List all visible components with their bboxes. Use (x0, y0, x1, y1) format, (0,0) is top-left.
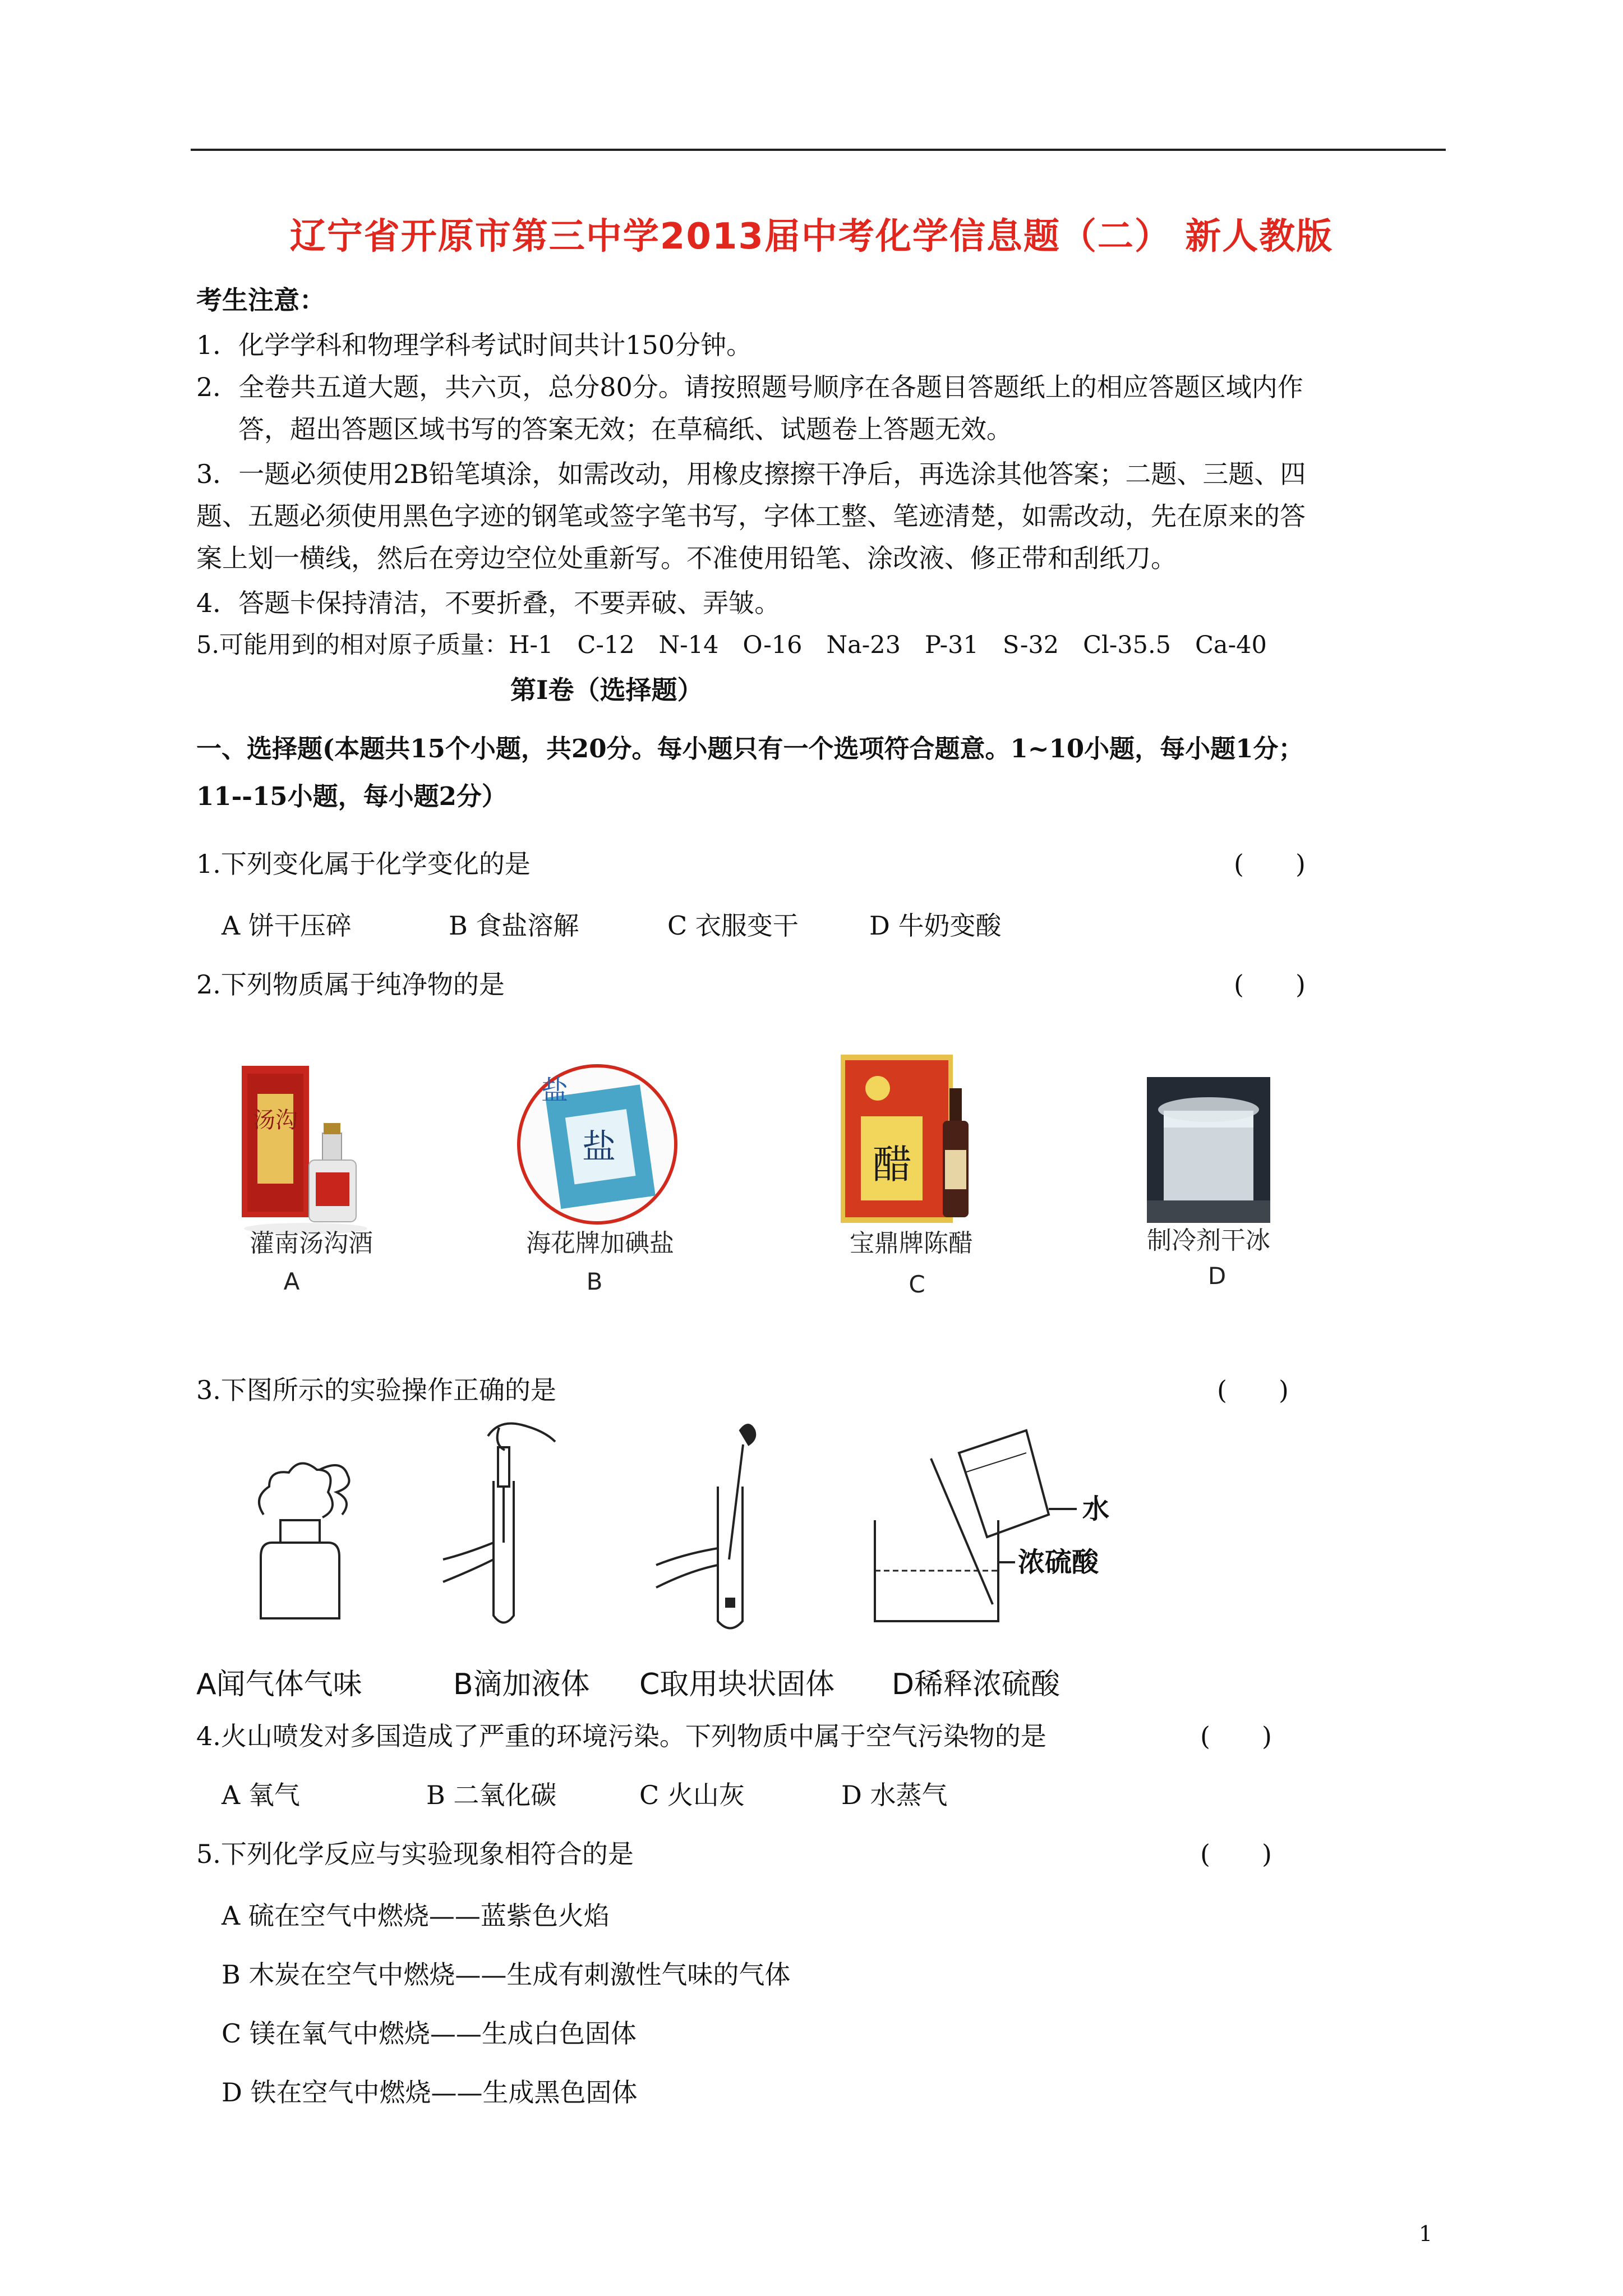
q5-option-c: C 镁在氧气中燃烧——生成白色固体 (222, 2018, 637, 2049)
notice-item: 3．一题必须使用2B铅笔填涂，如需改动，用橡皮擦擦干净后，再选涂其他答案；二题、三题、四 (196, 459, 1306, 489)
q5-option-a: A 硫在空气中燃烧——蓝紫色火焰 (222, 1901, 610, 1931)
document-title: 辽宁省开原市第三中学2013届中考化学信息题（二） 新人教版 (289, 216, 1334, 257)
fig-letter-c: C (909, 1271, 925, 1298)
exp-caption-d: D稀释浓硫酸 (892, 1668, 1061, 1701)
question-5-stem: 5.下列化学反应与实验现象相符合的是 (196, 1839, 634, 1869)
notice-item: 答，超出答题区域书写的答案无效；在草稿纸、试题卷上答题无效。 (238, 414, 1012, 444)
fig-caption-b: 海花牌加碘盐 (526, 1229, 674, 1258)
solid-reagent-diagram (645, 1414, 791, 1638)
notice-item: 4．答题卡保持清洁，不要折叠，不要弄破、弄皱。 (196, 588, 781, 618)
q1-option-b: B 食盐溶解 (449, 910, 579, 941)
vinegar-box-label: 醋 (873, 1142, 912, 1188)
exp-caption-a: A闻气体气味 (196, 1668, 362, 1701)
answer-blank-3[interactable]: ( ) (1217, 1375, 1289, 1405)
atomic-mass-line: 5.可能用到的相对原子质量：H-1 C-12 N-14 O-16 Na-23 P-31 S-32 Cl-35.5 Ca-40 (196, 631, 1267, 659)
salt-bag-label: 盐 (582, 1128, 616, 1167)
fig-caption-d: 制冷剂干冰 (1147, 1226, 1270, 1255)
salt-logo-label: 盐 (541, 1075, 569, 1106)
notice-heading: 考生注意： (196, 285, 325, 315)
notice-item: 题、五题必须使用黑色字迹的钢笔或签字笔书写，字体工整、笔迹清楚，如需改动，先在原来的答 (196, 501, 1306, 531)
liquor-box-label: 汤沟 (253, 1107, 298, 1133)
q5-option-b: B 木炭在空气中燃烧——生成有刺激性气味的气体 (222, 1959, 791, 1990)
notice-item: 1．化学学科和物理学科考试时间共计150分钟。 (196, 330, 753, 360)
q5-option-d: D 铁在空气中燃烧——生成黑色固体 (222, 2077, 638, 2108)
fig-caption-a: 灌南汤沟酒 (250, 1229, 373, 1258)
q4-option-b: B 二氧化碳 (426, 1780, 557, 1810)
dropper-diagram (432, 1414, 578, 1638)
part-one-instructions: 一、选择题(本题共15个小题，共20分。每小题只有一个选项符合题意。1~10小题，每小题1分； (196, 734, 1304, 763)
q1-option-a: A 饼干压碎 (222, 910, 352, 941)
section-title: 第Ⅰ卷（选择题） (510, 675, 703, 705)
q4-option-c: C 火山灰 (639, 1780, 745, 1810)
dry-ice-image (1147, 1077, 1270, 1223)
question-1-stem: 1.下列变化属于化学变化的是 (196, 849, 531, 879)
answer-blank-5[interactable]: ( ) (1200, 1839, 1272, 1869)
q4-option-d: D 水蒸气 (841, 1780, 948, 1810)
fig-letter-b: B (586, 1268, 603, 1295)
q1-option-d: D 牛奶变酸 (869, 910, 1002, 941)
answer-blank-4[interactable]: ( ) (1200, 1721, 1272, 1751)
iodized-salt-image (508, 1060, 687, 1228)
notice-item: 2．全卷共五道大题，共六页，总分80分。请按照题号顺序在各题目答题纸上的相应答题区域内作 (196, 372, 1303, 402)
q4-option-a: A 氧气 (222, 1780, 300, 1810)
notice-item: 案上划一横线，然后在旁边空位处重新写。不准使用铅笔、涂改液、修正带和刮纸刀。 (196, 543, 1177, 573)
question-3-stem: 3.下图所示的实验操作正确的是 (196, 1375, 556, 1405)
page-number: 1 (1419, 2221, 1433, 2246)
acid-label: 浓硫酸 (1018, 1547, 1099, 1578)
fig-caption-c: 宝鼎牌陈醋 (850, 1229, 973, 1258)
question-4-stem: 4.火山喷发对多国造成了严重的环境污染。下列物质中属于空气污染物的是 (196, 1721, 1046, 1751)
exp-caption-c: C取用块状固体 (639, 1668, 835, 1701)
water-label: 水 (1082, 1493, 1110, 1525)
answer-blank-2[interactable]: ( ) (1234, 969, 1306, 1000)
header-rule (191, 149, 1446, 151)
vinegar-image (838, 1055, 979, 1223)
answer-blank-1[interactable]: ( ) (1234, 849, 1306, 879)
smell-gas-diagram (241, 1436, 370, 1627)
q1-option-c: C 衣服变干 (667, 910, 799, 941)
liquor-bottle-image (238, 1060, 384, 1240)
fig-letter-a: A (283, 1268, 300, 1295)
dilute-acid-diagram (864, 1419, 1110, 1638)
exp-caption-b: B滴加液体 (453, 1668, 590, 1701)
part-one-instructions-cont: 11--15小题，每小题2分） (196, 781, 507, 811)
fig-letter-d: D (1207, 1262, 1227, 1290)
question-2-stem: 2.下列物质属于纯净物的是 (196, 969, 505, 1000)
